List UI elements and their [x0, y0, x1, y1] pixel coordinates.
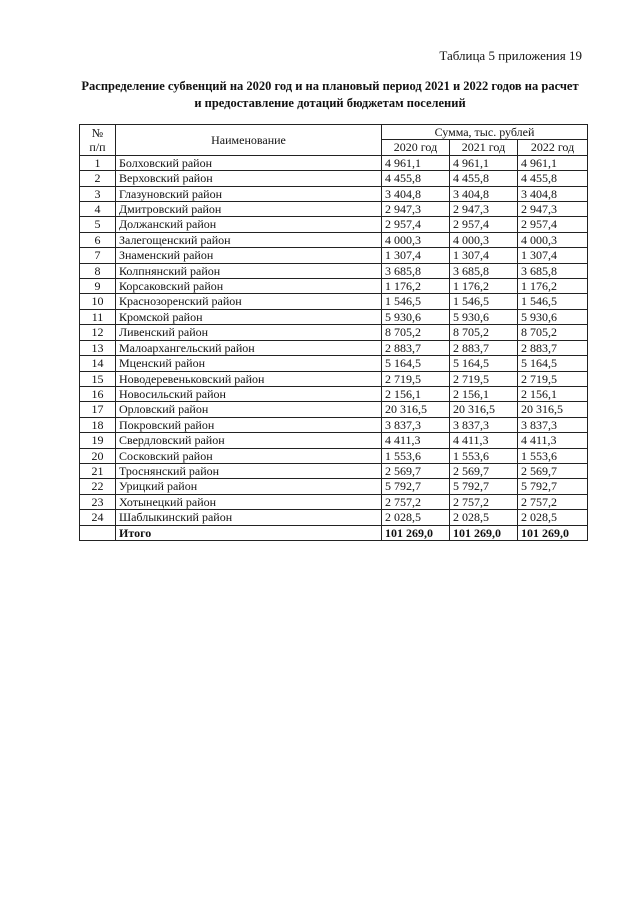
table-row [80, 294, 588, 309]
row-value-2020: 2 957,4 [382, 217, 450, 232]
row-number: 19 [80, 433, 116, 448]
row-value-2020: 5 930,6 [382, 309, 450, 324]
row-value-2022: 2 957,4 [518, 217, 588, 232]
row-name: Троснянский район [116, 463, 382, 478]
row-name: Глазуновский район [116, 186, 382, 201]
document-title [60, 78, 600, 112]
row-number: 2 [80, 171, 116, 186]
header-year-2022: 2022 год [518, 140, 588, 155]
row-number: 24 [80, 510, 116, 525]
table-row [80, 217, 588, 232]
row-number: 3 [80, 186, 116, 201]
table-row [80, 479, 588, 494]
row-number: 8 [80, 263, 116, 278]
row-number: 17 [80, 402, 116, 417]
row-value-2021: 2 028,5 [450, 510, 518, 525]
table-row [80, 279, 588, 294]
row-number: 16 [80, 386, 116, 401]
row-value-2022: 2 156,1 [518, 386, 588, 401]
table-row [80, 186, 588, 201]
row-name: Новодеревеньковский район [116, 371, 382, 386]
row-value-2021: 4 455,8 [450, 171, 518, 186]
row-value-2020: 1 553,6 [382, 448, 450, 463]
row-value-2021: 8 705,2 [450, 325, 518, 340]
row-value-2022: 1 176,2 [518, 279, 588, 294]
table-row [80, 402, 588, 417]
row-value-2022: 2 028,5 [518, 510, 588, 525]
subsidy-table [79, 124, 588, 541]
row-value-2022: 4 411,3 [518, 433, 588, 448]
row-name: Верховский район [116, 171, 382, 186]
row-value-2020: 4 000,3 [382, 232, 450, 247]
row-value-2021: 20 316,5 [450, 402, 518, 417]
row-name: Ливенский район [116, 325, 382, 340]
table-row [80, 248, 588, 263]
row-value-2022: 3 685,8 [518, 263, 588, 278]
total-label: Итого [116, 525, 382, 540]
row-value-2021: 4 000,3 [450, 232, 518, 247]
row-name: Дмитровский район [116, 202, 382, 217]
row-number: 7 [80, 248, 116, 263]
row-number: 11 [80, 309, 116, 324]
row-name: Кромской район [116, 309, 382, 324]
row-value-2022: 2 883,7 [518, 340, 588, 355]
row-number: 23 [80, 494, 116, 509]
row-name: Должанский район [116, 217, 382, 232]
row-name: Орловский район [116, 402, 382, 417]
row-value-2020: 5 164,5 [382, 356, 450, 371]
table-row [80, 510, 588, 525]
table-row [80, 433, 588, 448]
row-name: Болховский район [116, 155, 382, 170]
row-value-2020: 4 961,1 [382, 155, 450, 170]
row-value-2020: 2 947,3 [382, 202, 450, 217]
row-value-2022: 2 719,5 [518, 371, 588, 386]
table-row [80, 494, 588, 509]
row-value-2022: 1 307,4 [518, 248, 588, 263]
table-row [80, 232, 588, 247]
row-value-2021: 5 164,5 [450, 356, 518, 371]
table-row [80, 463, 588, 478]
row-name: Шаблыкинский район [116, 510, 382, 525]
row-value-2020: 2 028,5 [382, 510, 450, 525]
row-value-2022: 2 757,2 [518, 494, 588, 509]
row-value-2020: 20 316,5 [382, 402, 450, 417]
row-value-2022: 3 404,8 [518, 186, 588, 201]
row-value-2021: 3 837,3 [450, 417, 518, 432]
row-value-2022: 8 705,2 [518, 325, 588, 340]
row-value-2022: 4 961,1 [518, 155, 588, 170]
row-name: Знаменский район [116, 248, 382, 263]
total-row [80, 525, 588, 540]
row-number: 10 [80, 294, 116, 309]
row-value-2020: 2 757,2 [382, 494, 450, 509]
header-sum: Сумма, тыс. рублей [382, 125, 588, 140]
row-value-2020: 3 837,3 [382, 417, 450, 432]
row-name: Сосковский район [116, 448, 382, 463]
row-value-2021: 3 685,8 [450, 263, 518, 278]
row-value-2022: 2 569,7 [518, 463, 588, 478]
table-row [80, 448, 588, 463]
total-2020: 101 269,0 [382, 525, 450, 540]
row-value-2020: 8 705,2 [382, 325, 450, 340]
total-number-cell [80, 525, 116, 540]
row-name: Урицкий район [116, 479, 382, 494]
row-value-2020: 5 792,7 [382, 479, 450, 494]
row-value-2020: 4 411,3 [382, 433, 450, 448]
row-number: 18 [80, 417, 116, 432]
row-value-2021: 1 176,2 [450, 279, 518, 294]
row-value-2021: 1 546,5 [450, 294, 518, 309]
row-number: 12 [80, 325, 116, 340]
header-year-2021: 2021 год [450, 140, 518, 155]
row-value-2022: 1 546,5 [518, 294, 588, 309]
table-row [80, 202, 588, 217]
row-value-2022: 4 000,3 [518, 232, 588, 247]
row-value-2021: 2 947,3 [450, 202, 518, 217]
row-value-2020: 1 176,2 [382, 279, 450, 294]
row-name: Свердловский район [116, 433, 382, 448]
row-value-2021: 1 553,6 [450, 448, 518, 463]
row-number: 4 [80, 202, 116, 217]
row-name: Залегощенский район [116, 232, 382, 247]
row-value-2022: 2 947,3 [518, 202, 588, 217]
row-value-2021: 2 757,2 [450, 494, 518, 509]
table-row [80, 171, 588, 186]
row-value-2020: 4 455,8 [382, 171, 450, 186]
title-line-2: и предоставление дотаций бюджетам поселений [194, 96, 466, 110]
row-value-2021: 3 404,8 [450, 186, 518, 201]
row-value-2021: 2 156,1 [450, 386, 518, 401]
row-value-2020: 3 685,8 [382, 263, 450, 278]
row-value-2021: 5 792,7 [450, 479, 518, 494]
row-value-2020: 3 404,8 [382, 186, 450, 201]
row-number: 1 [80, 155, 116, 170]
row-value-2022: 20 316,5 [518, 402, 588, 417]
row-number: 20 [80, 448, 116, 463]
header-year-2020: 2020 год [382, 140, 450, 155]
row-value-2021: 2 883,7 [450, 340, 518, 355]
row-number: 9 [80, 279, 116, 294]
row-value-2021: 2 719,5 [450, 371, 518, 386]
row-value-2021: 4 411,3 [450, 433, 518, 448]
table-row [80, 309, 588, 324]
row-number: 13 [80, 340, 116, 355]
table-row [80, 325, 588, 340]
row-value-2020: 2 883,7 [382, 340, 450, 355]
row-number: 14 [80, 356, 116, 371]
row-name: Покровский район [116, 417, 382, 432]
row-number: 21 [80, 463, 116, 478]
table-row [80, 386, 588, 401]
table-row [80, 155, 588, 170]
row-number: 5 [80, 217, 116, 232]
row-value-2021: 1 307,4 [450, 248, 518, 263]
table-row [80, 371, 588, 386]
annex-label: Таблица 5 приложения 19 [439, 48, 582, 63]
row-value-2022: 4 455,8 [518, 171, 588, 186]
row-name: Корсаковский район [116, 279, 382, 294]
row-value-2020: 2 719,5 [382, 371, 450, 386]
row-name: Колпнянский район [116, 263, 382, 278]
row-value-2021: 5 930,6 [450, 309, 518, 324]
row-name: Малоархангельский район [116, 340, 382, 355]
table-row [80, 263, 588, 278]
row-value-2022: 5 930,6 [518, 309, 588, 324]
header-number: № п/п [80, 125, 116, 156]
row-name: Хотынецкий район [116, 494, 382, 509]
row-number: 15 [80, 371, 116, 386]
row-number: 22 [80, 479, 116, 494]
row-name: Мценский район [116, 356, 382, 371]
row-value-2022: 3 837,3 [518, 417, 588, 432]
row-value-2022: 1 553,6 [518, 448, 588, 463]
row-value-2020: 1 307,4 [382, 248, 450, 263]
table-row [80, 356, 588, 371]
table-row [80, 417, 588, 432]
row-value-2021: 2 569,7 [450, 463, 518, 478]
row-value-2020: 2 569,7 [382, 463, 450, 478]
total-2021: 101 269,0 [450, 525, 518, 540]
row-number: 6 [80, 232, 116, 247]
row-name: Новосильский район [116, 386, 382, 401]
row-value-2021: 2 957,4 [450, 217, 518, 232]
row-value-2021: 4 961,1 [450, 155, 518, 170]
title-line-1: Распределение субвенций на 2020 год и на плановый период 2021 и 2022 годов на расчет [81, 79, 579, 93]
table-body [80, 155, 588, 525]
total-2022: 101 269,0 [518, 525, 588, 540]
header-name: Наименование [116, 125, 382, 156]
row-name: Краснозоренский район [116, 294, 382, 309]
row-value-2020: 1 546,5 [382, 294, 450, 309]
row-value-2022: 5 164,5 [518, 356, 588, 371]
row-value-2022: 5 792,7 [518, 479, 588, 494]
table-row [80, 340, 588, 355]
row-value-2020: 2 156,1 [382, 386, 450, 401]
